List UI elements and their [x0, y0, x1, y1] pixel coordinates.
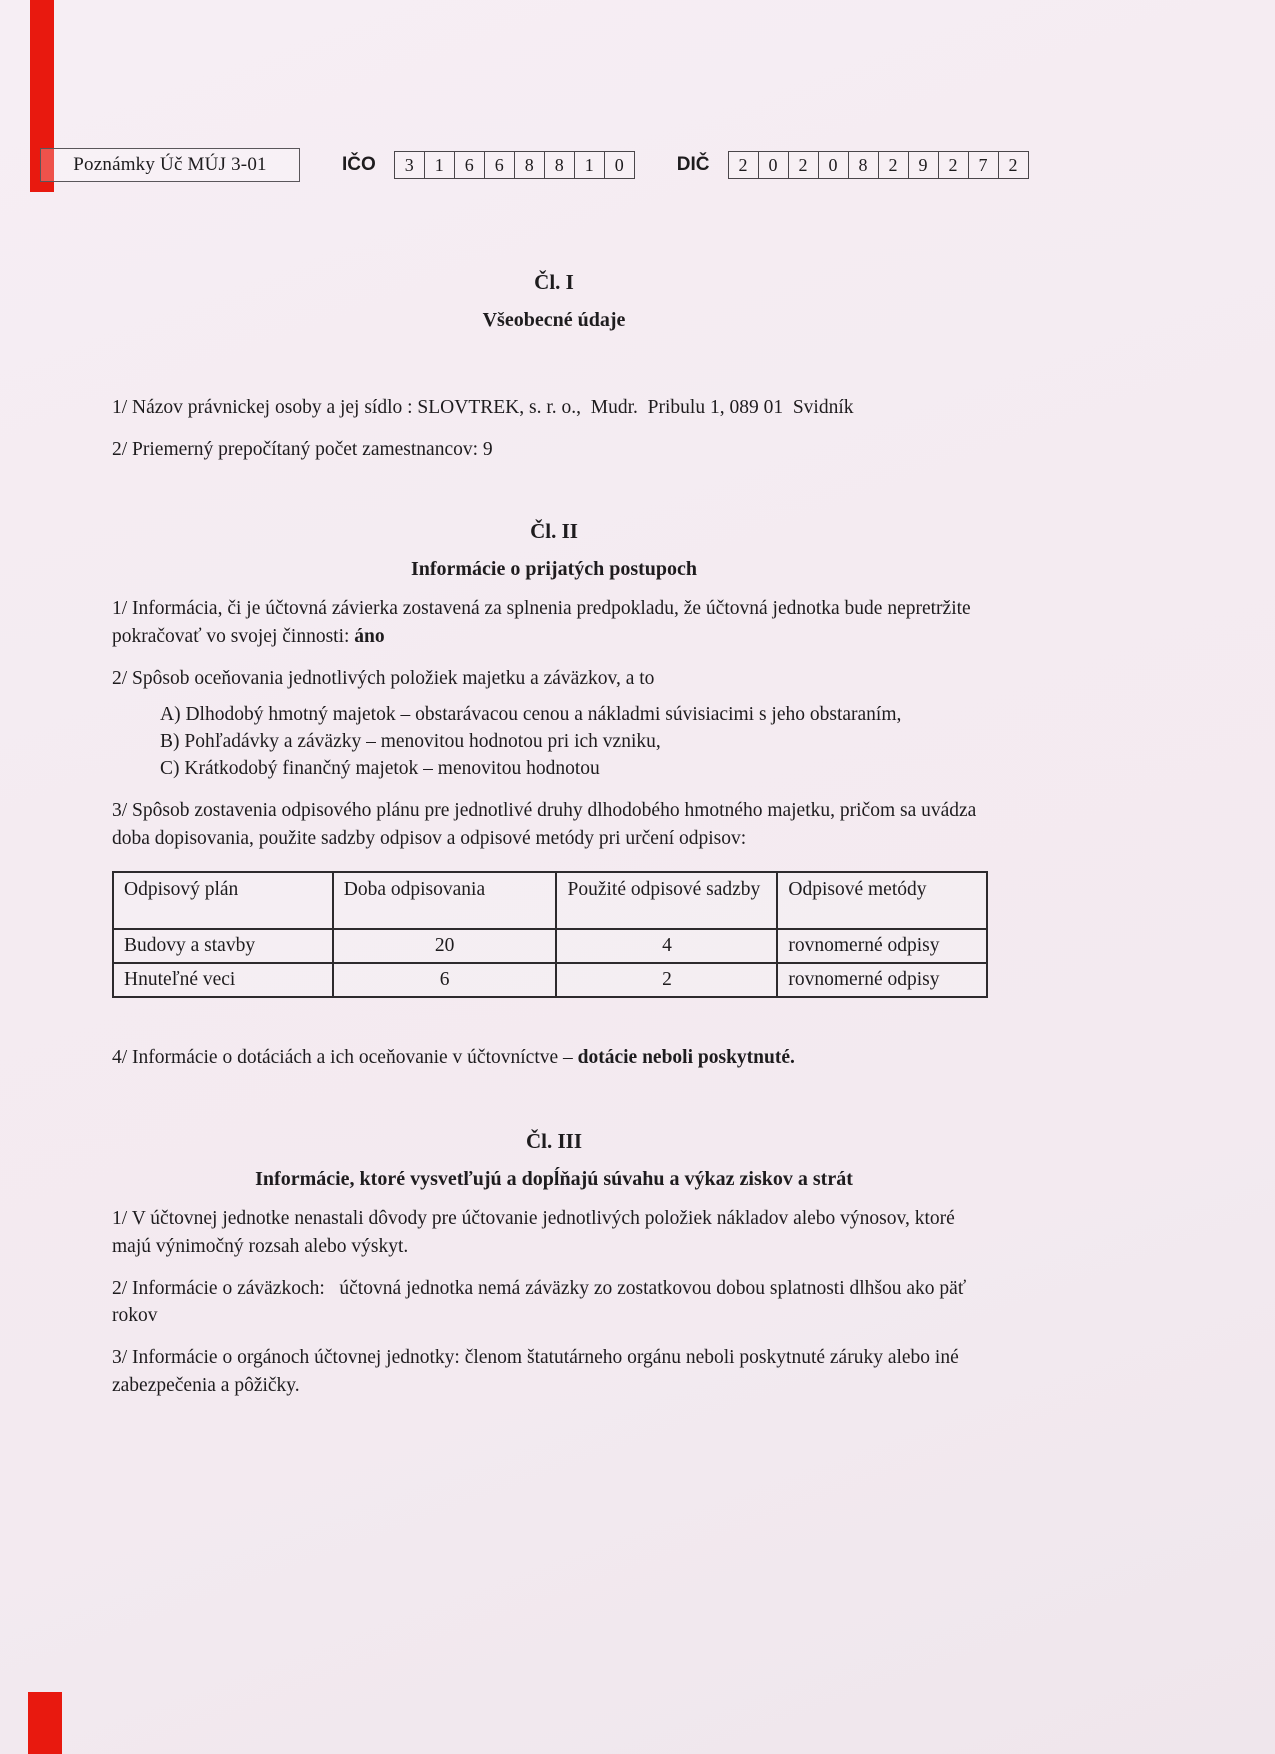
table-header-row: [113, 872, 987, 929]
article1-item2: 2/ Priemerný prepočítaný počet zamestnancov: 9: [112, 438, 493, 460]
list-item: A) Dlhodobý hmotný majetok – obstarávacou cenou a nákladmi súvisiacimi s jeho obstaraním,: [160, 704, 902, 726]
dic-digit-grid: [728, 151, 1029, 179]
dic-digit: 7: [968, 151, 999, 179]
article1-subtitle: Všeobecné údaje: [482, 309, 626, 331]
scan-edge-artifact-bottom: [28, 1692, 62, 1754]
article2-item4-text: 4/ Informácie o dotáciách a ich oceňovanie v účtovníctve –: [112, 1046, 578, 1068]
dic-digit: 0: [818, 151, 849, 179]
article2-item1: [112, 595, 996, 650]
article2-title: Čl. II: [530, 519, 578, 544]
article3-item2: 2/ Informácie o záväzkoch: účtovná jednotka nemá záväzky zo zostatkovou dobou splatnosti dlhšou ako päť rokov: [112, 1277, 972, 1327]
article3-item1: 1/ V účtovnej jednotke nenastali dôvody pre účtovanie jednotlivých položiek nákladov alebo výnosov, ktoré majú výnimočný rozsah alebo výskyt.: [112, 1208, 960, 1257]
ico-digit: 1: [424, 151, 455, 179]
ico-digit-grid: [394, 151, 635, 179]
table-cell: 6: [333, 963, 557, 997]
ico-digit: 8: [544, 151, 575, 179]
list-item: B) Pohľadávky a záväzky – menovitou hodnotou pri ich vzniku,: [160, 731, 661, 753]
ico-digit: 8: [514, 151, 545, 179]
table-cell: 4: [556, 929, 777, 963]
form-title-box: [40, 148, 300, 182]
table-header-cell: Odpisové metódy: [777, 872, 987, 929]
article2-item4: [112, 1044, 996, 1072]
depreciation-table: [112, 871, 988, 998]
table-cell: Hnuteľné veci: [113, 963, 333, 997]
document-body: [112, 270, 996, 1399]
form-header: [40, 148, 1029, 182]
dic-digit: 0: [758, 151, 789, 179]
ico-digit: 1: [574, 151, 605, 179]
table-cell: 2: [556, 963, 777, 997]
table-cell: 20: [333, 929, 557, 963]
dic-label: DIČ: [676, 154, 710, 175]
dic-digit: 9: [908, 151, 939, 179]
article3-title: Čl. III: [525, 1129, 583, 1154]
table-header-cell: Odpisový plán: [113, 872, 333, 929]
dic-digit: 2: [878, 151, 909, 179]
table-header-cell: Doba odpisovania: [333, 872, 557, 929]
dic-digit: 2: [998, 151, 1029, 179]
article3-item3: 3/ Informácie o orgánoch účtovnej jednotky: členom štatutárneho orgánu neboli poskytnuté záruky alebo iné zabezpečenia a pôžičky.: [112, 1346, 964, 1396]
ico-digit: 3: [394, 151, 425, 179]
valuation-method-list: [112, 702, 996, 783]
dic-digit: 2: [728, 151, 759, 179]
article2-item1-answer: áno: [354, 626, 385, 648]
table-cell: rovnomerné odpisy: [777, 929, 987, 963]
dic-digit: 2: [788, 151, 819, 179]
dic-digit: 8: [848, 151, 879, 179]
table-cell: rovnomerné odpisy: [777, 963, 987, 997]
article1-item1: 1/ Názov právnickej osoby a jej sídlo : SLOVTREK, s. r. o., Mudr. Pribulu 1, 089 01 Svidník: [112, 397, 854, 418]
ico-digit: 6: [454, 151, 485, 179]
article2-item2: 2/ Spôsob oceňovania jednotlivých položiek majetku a záväzkov, a to: [112, 667, 655, 689]
article2-subtitle: Informácie o prijatých postupoch: [410, 558, 698, 581]
table-row: [113, 929, 987, 963]
table-cell: Budovy a stavby: [113, 929, 333, 963]
table-header-cell: Použité odpisové sadzby: [556, 872, 777, 929]
article1-title: Čl. I: [534, 270, 574, 294]
ico-digit: 6: [484, 151, 515, 179]
table-row: [113, 963, 987, 997]
article2-item3: 3/ Spôsob zostavenia odpisového plánu pre jednotlivé druhy dlhodobého hmotného majetku, pričom sa uvádza doba dopisovania, použite sadzby odpisov a odpisové metódy pri určení odpisov:: [112, 800, 982, 849]
form-title: Poznámky Úč MÚJ 3-01: [73, 154, 267, 175]
article2-item4-bold: dotácie neboli poskytnuté.: [577, 1046, 795, 1068]
ico-label: IČO: [342, 154, 376, 175]
dic-digit: 2: [938, 151, 969, 179]
ico-digit: 0: [604, 151, 635, 179]
article3-subtitle: Informácie, ktoré vysvetľujú a dopĺňajú súvahu a výkaz ziskov a strát: [255, 1168, 853, 1191]
article2-item1-text: 1/ Informácia, či je účtovná závierka zostavená za splnenia predpokladu, že účtovná jednotka bude nepretržite pokračovať vo svojej činnosti:: [112, 598, 976, 648]
list-item: C) Krátkodobý finančný majetok – menovitou hodnotou: [160, 758, 600, 780]
